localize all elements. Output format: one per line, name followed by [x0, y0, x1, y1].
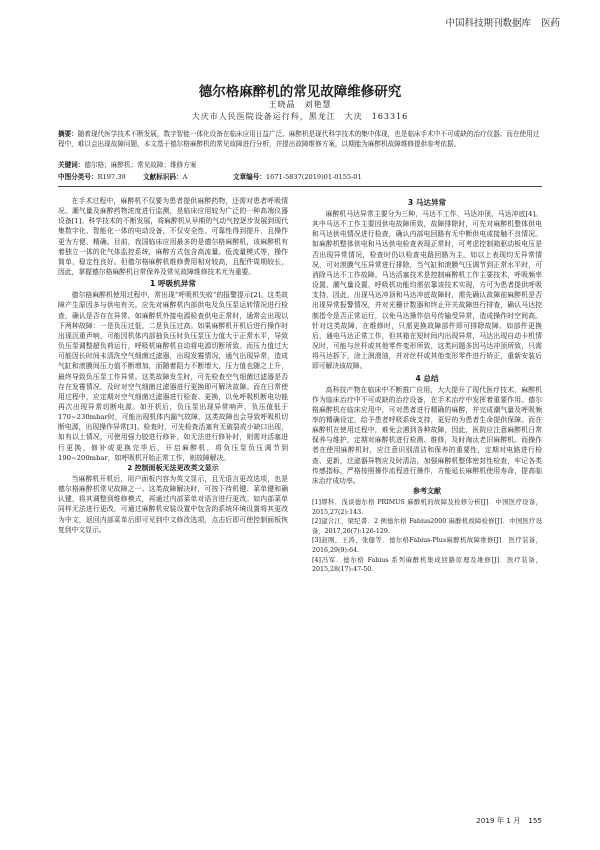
art-label: 文章编号：: [233, 173, 266, 181]
doc-value: A: [182, 173, 188, 181]
keywords-text: 德尔格；麻醉机；常见故障；维修方案: [84, 161, 197, 169]
issue-date: 2019 年 1 月: [476, 816, 521, 825]
reference-item: [1]缪科．浅谈德尔格 PRIMUS 麻醉机的故障及检修分析[J]．中国医疗设备，2015,27(2):143.: [312, 499, 542, 516]
header-divider: [58, 186, 542, 187]
section-4-paragraph: 高科技产物在临床中不断推广应用，大大提升了现代医疗技术，麻醉机作为临床治疗中不可或缺的治疗设备，在手术治疗中发挥着重要作用。德尔格麻醉机在临床应用中，可对患者进行精确的麻醉，并完成潮气量及呼吸频率的精确设定，给予患者呼吸系统支持，更好的为患者生命提供保障。而在麻醉机在使用过程中，难免会遇到各种故障，因此，医院应注意麻醉机日常保养与维护，定期对麻醉机进行检测、维修，及时淘汰老旧麻醉机。而操作者在使用麻醉机时，应注意识别清洁和保养的重要性，定期对电路进行检查、更新，过滤器异物应及时清洁，加强麻醉机整体密封性检查，牢记各类传感指标，严格按照操作流程进行操作，方能延长麻醉机使用寿命，提高临床治疗成功率。: [312, 385, 542, 485]
page-number: 155: [528, 816, 542, 825]
article-meta: [58, 172, 542, 182]
clc-value: R197.39: [97, 173, 126, 181]
section-1-paragraph: 德尔格麻醉机使用过程中，常出现“呼吸机失败”的报警提示[2]。这类故障产生原因多与供电有关。应先对麻醉机内部供电及负压泵运转情况进行检查，确认是否存在异常。如麻醉机外接电源检查供电正常时，通常会出现以下两种故障：一是负压过低，二是负压过高。如果麻醉机开机后进行操作时出现沉重声响，可能因机体内部抽负压时负压泵压力值大于正常水平，导致负压泵调整超负荷运行，呼吸机麻醉机自动将电源切断所致。而压力值过大可能因长时间未清洗空气细菌过滤器，出现发霉情况，通气出现异常，造成气缸和滚膜间压力值不断增加，而随着阻力不断增大，压力值也随之上升，最终导致负压泵工作异常。这类故障发生时，可先检查空气细菌过滤器是否存在发霉情况，及时对空气细菌过滤器进行更换即可解决故障。而在日常使用过程中，应定期对空气细菌过滤器进行检查、更换，以免呼吸机断电功能再次出现异常切断电源。如开机后，负压泵出现异常响声，负压值低于170~230mbar时，可能出现机体内漏气故障，这类故障也会导致呼吸机切断电源，出现操作异常[3]。检查时，可先检查活塞有无破裂或小缺口出现，如有以上情况，可使用强力胶进行修补，如无法进行修补时，则需对活塞进行更换，修补或更换完毕后，开启麻醉机，将负压泵负压调节到190~200mbar，如呼吸机开始正常工作，则故障解决。: [58, 291, 288, 462]
references-list: [312, 498, 542, 575]
section-3-paragraph: 麻醉机马达异常主要分为三种，马达不工作、马达冲顶、马达冲底[4]。其中马达不工作主要因供电故障所致，故障排除时，可先对麻醉机整体供电和马达供电情况进行检查，确认内部电回路有无中断供电或接触不良情况。如麻醉机整体供电和马达供电检查表现正常时，可考虑控制箱驱动板电压是否出现异常情况，检查时仍以检查电路回路为主。如以上表现均无异常情况，可对滚膜气压异常进行排除，当气缸和滚膜气压调节到正常水平时，可消除马达不工作故障。马达活塞技术是控制麻醉机工作主要技术，呼吸频率设置、潮气量设置、呼吸机功能均需依靠该技术实现，方可为患者提供呼吸支持，因此，出现马达冲顶和马达冲底故障时，需先确认故障前麻醉机是否出现异常报警情况，并对光栅计数器和终止开关故障进行排查，确认马达控制指令是否正常运行，以免马达操作信号传输受异常，造成操作时空间高。针对这类故障，在维修时，只需更换故障部件即可排除故障。如部件更换后，通电马达正常工作，但其箱在短时间内出现异常，马达出现自动卡机情况时，可能与丝杆或其他零件变形所致，这类问题多因马达冲顶所致，只需将马达拆下，涂上润滑油，并对丝杆或其他变形零件进行矫正，重新安装后即可解决该故障。: [312, 210, 542, 371]
reference-item: [3]赵刚，王涛，张健等．德尔格Fabius-Plus麻醉机故障维修[J]．医疗装备，2016,29(9):64.: [312, 537, 542, 555]
journal-name: 中国科技期刊数据库: [445, 18, 531, 29]
art-value: 1671-5837(2019)01-0155-01: [265, 173, 362, 181]
section-2-paragraph: 当麻醉机开机后，用户面板内容为英文显示，且无语言更改选项，也是德尔格麻醉机常见故障之一。这类故障解决时，可按下待机键、菜单键和确认键，将其调整到维修模式，再通过内部菜单对语言进行更改。如内部菜单同样无法进行更改，可通过麻醉机安装设置中包含的系统环境设置将其更改为中文，返回内部菜单后即可见到中文修改选项，点击后即可使控制面板恢复到中文显示。: [58, 474, 288, 534]
section-heading-3: 3 马达异常: [407, 198, 447, 207]
abstract-label: 摘要：: [58, 130, 78, 138]
abstract: [58, 129, 542, 149]
abstract-text: 随着现代医学技术不断发展，数字智能一体化设备在临床应用日益广泛。麻醉机是现代科学技术的集中体现，也是临床手术中不可或缺的治疗仪器。而在使用过程中，难以会出现故障问题，本文基于德尔格麻醉机的常见故障进行分析，并提出故障维修方案，以期能为麻醉机故障维修提供参考依据。: [58, 130, 540, 148]
article-number: [233, 172, 542, 182]
clc-label: 中图分类号：: [58, 173, 98, 181]
clc-number: [58, 172, 143, 182]
reference-item: [2]建合江，梁纪書．2 例德尔格 Fabius2000 麻醉机故障检修[J]．中国医疗设备，2017,26(7):126-129.: [312, 518, 542, 535]
keywords: [58, 160, 542, 170]
section-heading-2: 2 控制面板无法更改英文显示: [127, 463, 219, 472]
right-column: [312, 196, 542, 575]
article-authors: 王晓晶 刘艳慧: [268, 100, 332, 109]
intro-paragraph: 在手术过程中，麻醉机不仅要为患者提供麻醉药物，还需对患者呼吸情况、潮气量及麻醉药物浓度进行监测，是临床应用较为广泛的一种高端仪器设备[1]。科学技术的不断发展，将麻醉机从早期的气动气控逐步发展到现代集数字化、智能化一体的电动设备，不仅安全性、可靠性得到提升，且操作更为方便、精确。目前，我国临床应用最多的是德尔格麻醉机，该麻醉机有着独立一体的化气体监控系统，麻醉方式包含高流量、低流量模式等，操作简单，稳定性良好。但德尔格麻醉机维修费用相对较高，且配件周期较长，因此，掌握德尔格麻醉机日常保养及常见故障维修技术尤为重要。: [58, 197, 288, 277]
doc-code: [143, 172, 233, 182]
reference-item: [4]冯军．德尔格 Fabius 系列麻醉机集成回路原理及维修[J]．医疗装备，2015,28(17):47-50.: [312, 556, 542, 574]
keywords-label: 关键词：: [58, 161, 85, 169]
doc-label: 文献标识码：: [143, 173, 183, 181]
page-footer: [440, 816, 542, 826]
article-affiliation: 大庆市人民医院设备运行科，黑龙江 大庆 163316: [191, 112, 409, 121]
section-heading-1: 1 呼吸机异常: [150, 279, 196, 289]
article-title: 德尔格麻醉机的常见故障维修研究: [198, 84, 402, 100]
journal-section: 医药: [540, 18, 560, 29]
journal-header: [420, 12, 560, 36]
left-column: [58, 196, 288, 535]
references-heading: 参考文献: [413, 487, 441, 496]
section-heading-4: 4 总结: [415, 373, 439, 383]
